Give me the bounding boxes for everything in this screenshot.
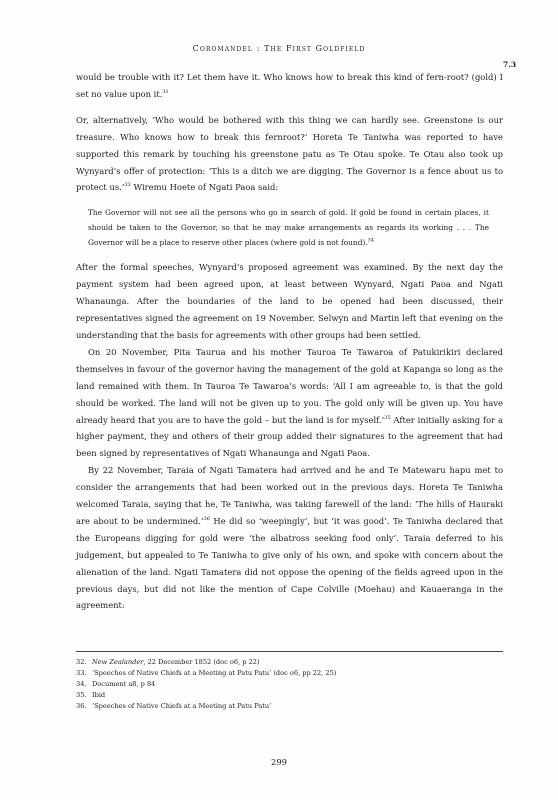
paragraph-5: By 22 November, Taraia of Ngati Tamatera had arrived and he and Te Matewaru hapu met to consider the arrangements that had been worked out in the previous days. Horeta Te Taniwha welcomed Taraia, saying that he, Te Taniwha, was taking farewell of the land: ‘The hills of Hauraki are about to be undermined.’$^{36}$ He did so ‘weepingly’, but ‘it was good’. Te Taniwha declared that the Europeans digging for gold were ‘the albatross seeking food only’. Taraia deferred to his judgement, but appealed to Te Taniwha to give only of his own, and spoke with concern about the alienation of the land. Ngati Tamatera did not oppose the opening of the fields agreed upon in the previous days, but did not like the mention of Cape Colville (Moehau) and Kauaeranga in the agreement: [76,465,504,611]
paragraph-1: would be trouble with it? Let them have it. Who knows how to break this kind of fern-root? (gold) I set no value upon it.$^{31}$ [76,72,503,99]
footnote-35: 35. Ibid [76,691,106,699]
footnote-34: 34. Document a8, p 84 [76,680,156,688]
paragraph-2: Or, alternatively, ‘Who would be bothered with this thing we can hardly see. Greenstone is our treasure. Who knows how to break this fernroot?’ Horeta Te Taniwha was reported to have supported this remark by touching his greenstone patu as Te Otau spoke. Te Otau also took up Wynyard’s offer of protection: ‘This is a ditch we are digging. The Governor is a fence about us to protect us.’$^{33}$ Wiremu Hoete of Ngati Paoa said: [76,114,503,193]
footnote-32: 32. New Zealander, 22 December 1852 (doc o6, p 22) [76,658,260,666]
footnote-ref-36[interactable]: 36 [203,516,210,523]
footnote-36: 36. ‘Speeches of Native Chiefs at a Meeting at Patu Patu’ [76,702,272,710]
footnote-ref-34[interactable]: 34 [367,237,375,244]
footnote-ref-31[interactable]: 31 [162,89,169,96]
footnotes [76,657,503,712]
footnote-ref-33[interactable]: 33 [124,182,131,189]
block-quote: The Governor will not see all the persons who go in search of gold. If gold be found in certain places, it should be taken to the Governor, so that he may make arrangements as regards its working . . . The Governor will be a place to reserve other places (where gold is not found).$^{34}$ [88,208,489,248]
footnote-33: 33. ‘Speeches of Native Chiefs at a Meeting at Patu Patu’ (doc o6, pp 22, 25) [76,669,337,677]
paragraph-4: On 20 November, Pita Taurua and his mother Tauroa Te Tawaroa of Patukirikiri declared themselves in favour of the governor having the management of the gold at Kapanga so long as the land remained with them. In Tauroa Te Tawaroa’s words: ‘All I am agreeable to, is that the gold should be worked. The land will not be given up to you. The gold only will be given up. You have already heard that you are to have the gold – but the land is for myself.’$^{35}$ After initially asking for a higher payment, they and others of their group added their signatures to the agreement that had been signed by representatives of Ngati Whanaunga and Ngati Paoa. [76,346,503,459]
footnote-rule [76,651,503,652]
paragraph-3: After the formal speeches, Wynyard’s proposed agreement was examined. By the next day the payment system had been agreed upon, at least between Wynyard, Ngati Paoa and Ngati Whanaunga. After the boundaries of the land to be opened had been discussed, their representatives signed the agreement on 19 November. Selwyn and Martin left that evening on the understanding that the basis for agreements with other groups had been settled. [76,262,503,340]
running-head: Coromandel : The First Goldfield [192,44,366,53]
section-number: 7.3 [503,60,517,69]
page-number: 299 [271,757,287,767]
footnote-ref-35[interactable]: 35 [384,414,391,421]
body-text [76,69,503,614]
